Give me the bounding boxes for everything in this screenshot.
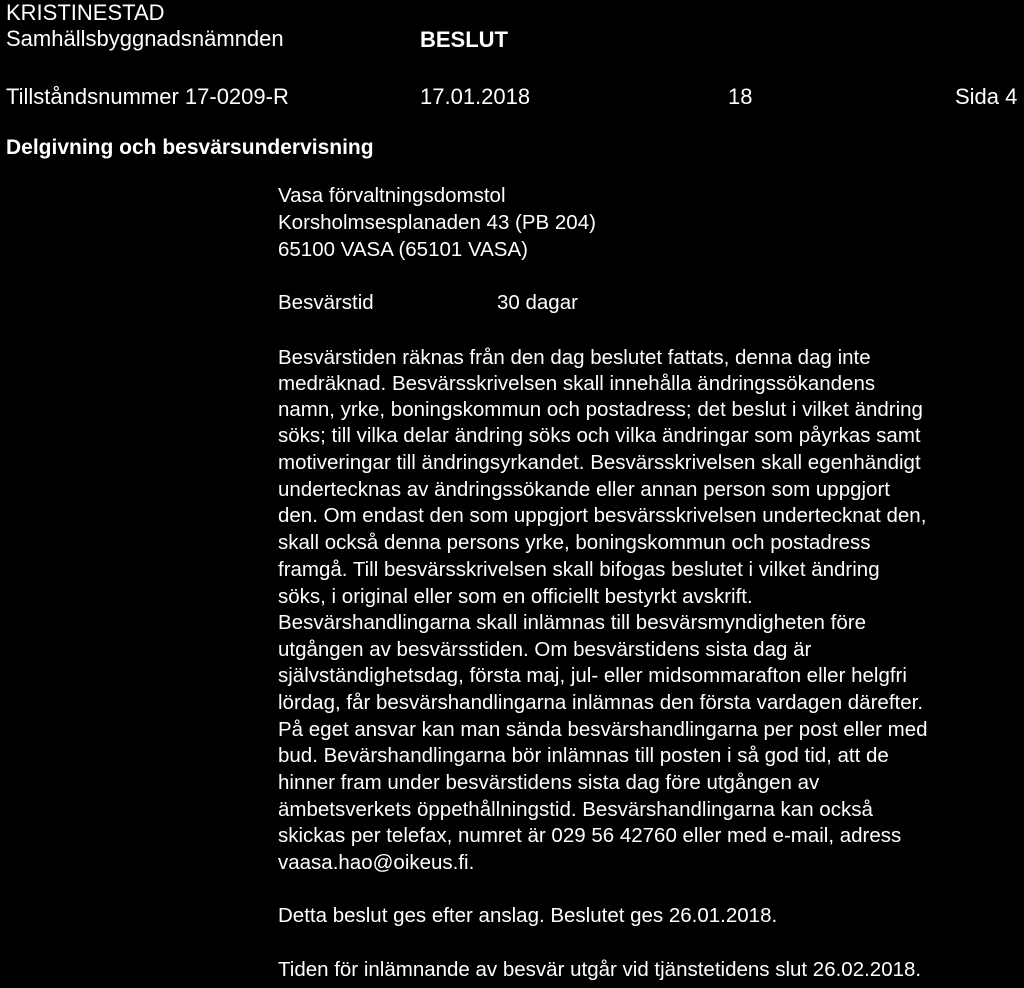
instruction-line: undertecknas av ändringssökande eller annan person som uppgjort	[278, 478, 890, 501]
document-type: BESLUT	[420, 27, 508, 52]
instruction-line: Besvärstiden räknas från den dag beslutet fattats, denna dag inte	[278, 346, 871, 369]
appeal-period-value: 30 dagar	[497, 291, 578, 314]
section-heading: Delgivning och besvärsundervisning	[6, 136, 374, 159]
instruction-line: självständighetsdag, första maj, jul- eller midsommarafton eller helgfri	[278, 664, 907, 687]
decision-notice: Detta beslut ges efter anslag. Beslutet ges 26.01.2018.	[278, 904, 778, 927]
instruction-line: ämbetsverkets öppethållningstid. Besvärshandlingarna kan också	[278, 798, 873, 821]
court-city: 65100 VASA (65101 VASA)	[278, 238, 528, 261]
appeal-deadline: Tiden för inlämnande av besvär utgår vid tjänstetidens slut 26.02.2018.	[278, 958, 922, 981]
instruction-line: lördag, får besvärshandlingarna inlämnas den första vardagen därefter.	[278, 691, 924, 714]
instruction-line: söks; till vilka delar ändring söks och vilka ändringar som påyrkas samt	[278, 424, 921, 447]
instruction-line: hinner fram under besvärstidens sista dag före utgången av	[278, 771, 820, 794]
instruction-line: Besvärshandlingarna skall inlämnas till besvärsmyndigheten före	[278, 611, 866, 634]
instruction-line: vaasa.hao@oikeus.fi.	[278, 851, 475, 874]
appeal-period-label: Besvärstid	[278, 291, 374, 314]
instruction-line: På eget ansvar kan man sända besvärshandlingarna per post eller med	[278, 718, 928, 741]
decision-date: 17.01.2018	[420, 84, 531, 109]
instruction-line: skall också denna persons yrke, boningskommun och postadress	[278, 531, 871, 554]
instruction-line: utgången av besvärsstiden. Om besvärstidens sista dag är	[278, 638, 812, 661]
committee-name: Samhällsbyggnadsnämnden	[6, 26, 284, 51]
instruction-line: medräknad. Besvärsskrivelsen skall innehålla ändringssökandens	[278, 372, 876, 395]
instruction-line: bud. Bevärshandlingarna bör inlämnas till posten i så god tid, att de	[278, 744, 889, 767]
instruction-line: skickas per telefax, numret är 029 56 42760 eller med e-mail, adress	[278, 824, 902, 847]
paragraph-number: 18	[728, 84, 753, 109]
page-number: Sida 4	[955, 84, 1018, 109]
instruction-line: den. Om endast den som uppgjort besvärsskrivelsen undertecknat den,	[278, 504, 927, 527]
permit-number: Tillståndsnummer 17-0209-R	[6, 84, 289, 109]
court-street: Korsholmsesplanaden 43 (PB 204)	[278, 211, 596, 234]
instruction-line: söks, i original eller som en officiellt bestyrkt avskrift.	[278, 585, 753, 608]
instruction-line: framgå. Till besvärsskrivelsen skall bifogas beslutet i vilket ändring	[278, 558, 880, 581]
municipality-name: KRISTINESTAD	[6, 0, 165, 25]
court-name: Vasa förvaltningsdomstol	[278, 184, 506, 207]
instruction-line: motiveringar till ändringsyrkandet. Besvärsskrivelsen skall egenhändigt	[278, 451, 921, 474]
instruction-line: namn, yrke, boningskommun och postadress; det beslut i vilket ändring	[278, 398, 923, 421]
